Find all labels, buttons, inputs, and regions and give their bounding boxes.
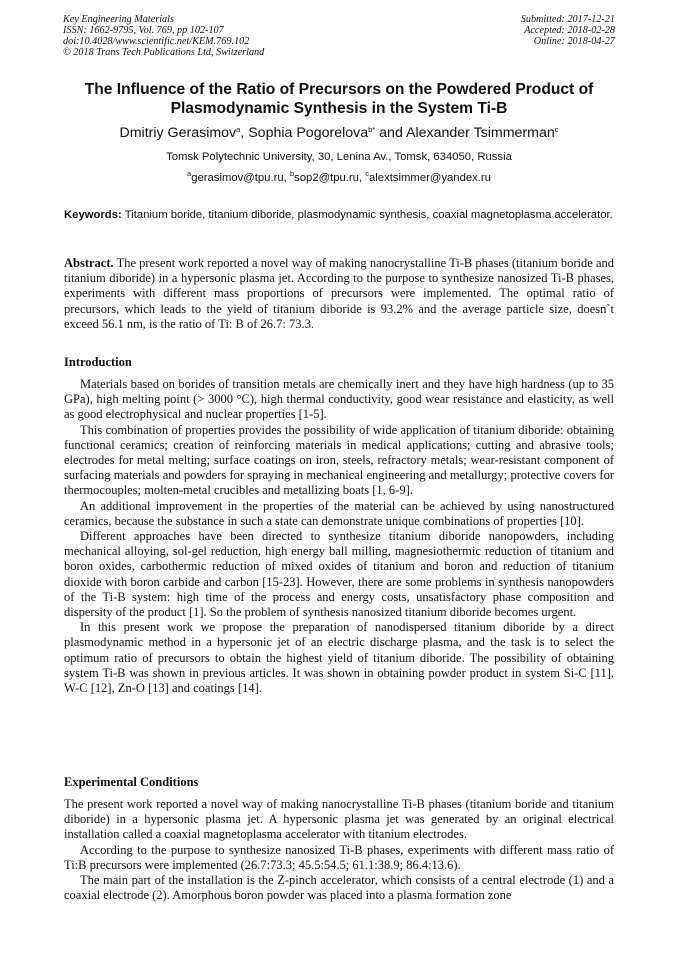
doi-link[interactable]: doi:10.4028/www.scientific.net/KEM.769.102 [63, 36, 250, 47]
author-name: Dmitriy Gerasimov [119, 125, 237, 141]
author-affiliation-mark: a [236, 125, 241, 134]
email-mark: c [365, 169, 369, 178]
author-affiliation-mark: b* [368, 125, 376, 134]
paragraph: Materials based on borides of transition metals are chemically inert and they have high hardness (up to 35 GPa), high melting point (> 3000 °C), high thermal conductivity, good wear resistance and elasticity, as well as good electrophysical and nuclear properties [1-5]. [64, 377, 614, 422]
paragraph: According to the purpose to synthesize nanosized Ti-B phases, experiments with different mass ratio of Ti:B precursors were implemented (26.7:73.3; 45.5:54.5; 61.1:38.9; 86.4:13.6). [64, 842, 614, 872]
paragraph: This combination of properties provides the possibility of wide application of titanium diboride: obtaining functional ceramics; creation of reinforcing materials in medical applications; cutting and abrasive tools; electrodes for metal melting; surface coatings on iron, steels, refractory metals; wear-resistant component of surfacing materials and powders for spraying in mechanical engineering and metallurgy; protective covers for thermocouples; molten-metal crucibles and metallizing boats [1, 6-9]. [64, 422, 614, 498]
author-name: Sophia Pogorelova [248, 125, 369, 141]
journal-name: Key Engineering Materials [63, 14, 174, 25]
abstract-block [64, 256, 614, 332]
issn-line: ISSN: 1662-9795, Vol. 769, pp 102-107 [63, 25, 224, 36]
keywords-label: Keywords: [64, 209, 122, 221]
abstract-text: The present work reported a novel way of making nanocrystalline Ti-B phases (titanium boride and titanium diboride) in a hypersonic plasma jet. According to the purpose to synthesize nanosized Ti-B phases, experiments with different mass proportions of precursors were implemented. The optimal ratio of precursors, which leads to the yield of titanium diboride is 93.2% and the average particle size, doesn`t exceed 56.1 nm, is the ratio of Ti: B of 26.7: 73.3. [64, 256, 614, 331]
publication-dates [521, 14, 615, 47]
introduction-body [64, 377, 614, 696]
author-name: Alexander Tsimmerman [406, 125, 555, 141]
author-separator: and [375, 125, 406, 141]
author-affiliation-mark: c [554, 125, 559, 134]
author-list [40, 124, 638, 142]
email-address[interactable]: alextsimmer@yandex.ru [369, 172, 491, 184]
email-mark: a [187, 169, 192, 178]
experimental-body [64, 797, 614, 903]
affiliation: Tomsk Polytechnic University, 30, Lenina Av., Tomsk, 634050, Russia [166, 151, 512, 163]
online-date: Online: 2018-04-27 [533, 36, 615, 47]
paragraph: An additional improvement in the properties of the material can be achieved by using nanostructured ceramics, because the substance in such a state can demonstrate unique combinations of properties [10]. [64, 498, 614, 528]
submitted-date: Submitted: 2017-12-21 [520, 14, 615, 25]
paragraph: In this present work we propose the preparation of nanodispersed titanium diboride by a direct plasmodynamic method in a hypersonic jet of an electric discharge plasma, and the task is to select the optimum ratio of precursors to obtain the highest yield of titanium diboride. The possibility of obtaining system Ti-B was shown in previous articles. It was shown in obtaining powder product in system Si-C [11], W-C [12], Zn-O [13] and coatings [14]. [64, 620, 614, 696]
email-address[interactable]: sop2@tpu.ru, [294, 172, 366, 184]
paper-title: The Influence of the Ratio of Precursors on the Powdered Product of Plasmodynamic Synthesis in the System Ti-B [84, 81, 594, 117]
keywords-text: Titanium boride, titanium diboride, plasmodynamic synthesis, coaxial magnetoplasma accelerator. [121, 209, 613, 221]
abstract-label: Abstract. [64, 256, 114, 270]
copyright-line: © 2018 Trans Tech Publications Ltd, Switzerland [63, 47, 265, 58]
author-separator: , [240, 125, 249, 141]
paragraph: Different approaches have been directed to synthesize titanium diboride nanopowders, including mechanical alloying, sol-gel reduction, high energy ball milling, magnesiothermic reduction of titanium and boron oxides, carbothermic reduction of mixed oxides of titanium and boron and reduction of titanium dioxide with boron carbide and carbon [15-23]. However, there are some problems in synthesis nanopowders of the Ti-B system: high time of the process and energy costs, unsatisfactory phase composition and dispersity of the product [1]. So the problem of synthesis nanosized titanium diboride becomes urgent. [64, 529, 614, 620]
email-mark: b [289, 169, 295, 178]
author-emails [40, 171, 638, 185]
section-heading-introduction: Introduction [64, 355, 132, 369]
accepted-date: Accepted: 2018-02-28 [524, 25, 615, 36]
journal-info [63, 14, 264, 58]
paragraph: The present work reported a novel way of making nanocrystalline Ti-B phases (titanium boride and titanium diboride) in a hypersonic plasma jet. A hypersonic plasma jet was generated by an original electrical installation called a coaxial magnetoplasma accelerator with titanium electrodes. [64, 797, 614, 842]
section-heading-experimental: Experimental Conditions [64, 775, 199, 789]
email-address[interactable]: gerasimov@tpu.ru, [191, 172, 290, 184]
paragraph: The main part of the installation is the Z-pinch accelerator, which consists of a central electrode (1) and a coaxial electrode (2). Amorphous boron powder was placed into a plasma formation zone [64, 873, 614, 903]
keywords-block [64, 208, 614, 223]
